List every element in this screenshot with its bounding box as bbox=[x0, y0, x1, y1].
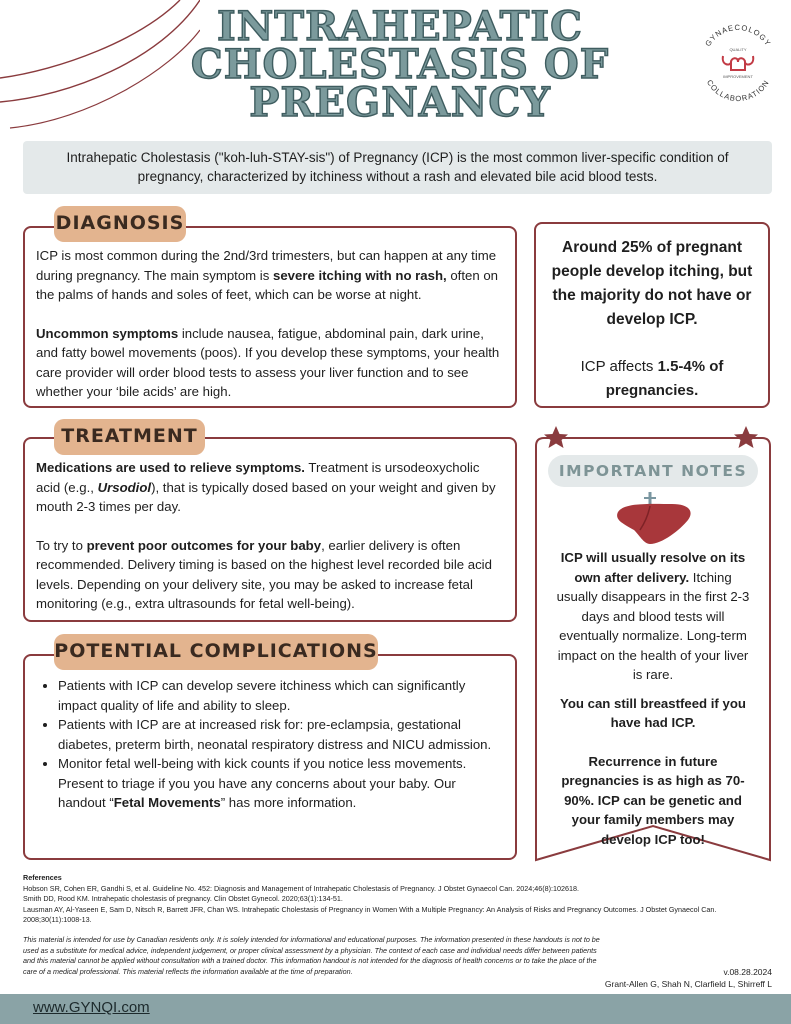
footer bbox=[0, 994, 791, 1024]
reference-1: Hobson SR, Cohen ER, Gandhi S, et al. Guideline No. 452: Diagnosis and Management of Intrahepatic Cholestasis of Pregnancy. J Obstet Gynaecol Can. 2024;46(8):102618. bbox=[23, 883, 580, 893]
notes-paragraph-3: Recurrence in future pregnancies is as high as 70-90%. ICP can be genetic and your family members may develop ICP too! bbox=[561, 753, 745, 847]
treatment-paragraph-1: Medications are used to relieve symptoms. Treatment is ursodeoxycholic acid (e.g., Ursodiol), that is typically dosed based on your weight and given by mouth 2-3 times per day. bbox=[36, 460, 496, 514]
svg-text:COLLABORATION bbox=[705, 78, 771, 103]
complications-list bbox=[40, 676, 505, 813]
list-item: • Patients with ICP can develop severe itchiness which can significantly impact quality of life and ability to sleep. bbox=[58, 676, 505, 715]
version: v.08.28.2024 bbox=[723, 967, 772, 977]
references-heading: References bbox=[23, 873, 62, 882]
notes-paragraph-2: You can still breastfeed if you have had ICP. bbox=[560, 695, 746, 730]
treatment-text bbox=[36, 458, 506, 614]
reference-3: Lausman AY, Al-Yaseen E, Sam D, Nitsch R, Barrett JFR, Chan WS. Intrahepatic Cholestasis of Pregnancy in Women With a Multiple Pregnancy: An Analysis of Risks and Pregnancy Outcomes. J Obstet Gynaecol Can. 2008;30(11):1008-13. bbox=[23, 904, 717, 924]
stats-bold-text: Around 25% of pregnant people develop itching, but the majority do not have or develop ICP. bbox=[551, 239, 753, 328]
gynaecology-logo bbox=[693, 18, 783, 108]
svg-text:GYNAECOLOGY bbox=[703, 23, 773, 48]
uterus-icon bbox=[723, 56, 754, 70]
intro-text: Intrahepatic Cholestasis ("koh-luh-STAY-sis") of Pregnancy (ICP) is the most common liver-specific condition of pregnancy, characterized by itchiness without a rash and elevated bile acid blood tests. bbox=[66, 150, 729, 184]
title-line-1: INTRAHEPATIC bbox=[217, 3, 583, 50]
list-item: • Patients with ICP are at increased risk for: pre-eclampsia, gestational diabetes, preterm birth, neonatal respiratory distress and NICU admission. bbox=[58, 715, 505, 754]
logo-top-text: GYNAECOLOGY bbox=[703, 22, 773, 49]
logo-quality: QUALITY bbox=[729, 47, 747, 52]
stats-affects: ICP affects 1.5-4% of pregnancies. bbox=[580, 358, 724, 399]
diagnosis-paragraph-1: ICP is most common during the 2nd/3rd trimesters, but can happen at any time during pregnancy. The main symptom is severe itching with no rash, often on the palms of hands and soles of feet, which can be worse at night. bbox=[36, 248, 499, 302]
notes-text bbox=[552, 548, 754, 849]
decorative-arcs bbox=[0, 0, 200, 130]
treatment-paragraph-2: To try to prevent poor outcomes for your baby, earlier delivery is often recommended. Delivery timing is based on the highest level recorded bile acid levels. Depending on your delivery site, you may be asked to increase fetal monitoring (e.g., extra ultrasounds for fetal well-being). bbox=[36, 537, 492, 611]
diagnosis-paragraph-2: Uncommon symptoms include nausea, fatigue, abdominal pain, dark urine, and fatty bowel movements (poos). If you develop these symptoms, your health care provider will order blood tests to assess your liver function and to see whether your ‘bile acids’ are high. bbox=[36, 325, 500, 399]
treatment-heading: TREATMENT bbox=[54, 419, 205, 455]
notes-heading: IMPORTANT NOTES bbox=[548, 455, 758, 487]
logo-improvement: IMPROVEMENT bbox=[723, 74, 753, 79]
complications-heading: POTENTIAL COMPLICATIONS bbox=[54, 634, 378, 670]
intro-panel bbox=[23, 141, 772, 194]
website-link[interactable]: www.GYNQI.com bbox=[33, 999, 150, 1016]
disclaimer: This material is intended for use by Canadian residents only. It is solely intended for informational and educational purposes. The information presented in these handouts is not to be used as a substitute for medical advice, independent judgement, or proper clinical assessment by a physician. The context of each case and individual needs differ between patients and this material cannot be applied without consultation with a trained doctor. This information handout is not intended for the diagnosis of health concerns or to take the place of the care of a medical professional. This material reflects the information available at the time of preparation. bbox=[23, 935, 600, 976]
page-title bbox=[190, 3, 610, 126]
stats-text bbox=[546, 236, 758, 403]
reference-2: Smith DD, Rood KM. Intrahepatic cholestasis of pregnancy. Clin Obstet Gynecol. 2020;63(1):134-51. bbox=[23, 894, 343, 903]
logo-bottom-text: COLLABORATION bbox=[704, 78, 772, 104]
liver-icon bbox=[614, 490, 694, 546]
authors: Grant-Allen G, Shah N, Clarfield L, Shirreff L bbox=[604, 979, 772, 989]
diagnosis-text bbox=[36, 246, 506, 402]
title-line-2: CHOLESTASIS OF bbox=[190, 41, 610, 88]
diagnosis-heading: DIAGNOSIS bbox=[54, 206, 186, 242]
notes-paragraph-1: ICP will usually resolve on its own after delivery. Itching usually disappears in the first 2-3 days and blood tests will eventually normalize. Long-term impact on the health of your liver is rare. bbox=[556, 550, 750, 682]
references bbox=[23, 873, 763, 926]
title-line-3: PREGNANCY bbox=[249, 79, 551, 126]
list-item: • Monitor fetal well-being with kick counts if you notice less movements. Present to triage if you you have any concerns about your baby. Our handout “Fetal Movements” has more information. bbox=[58, 754, 505, 813]
